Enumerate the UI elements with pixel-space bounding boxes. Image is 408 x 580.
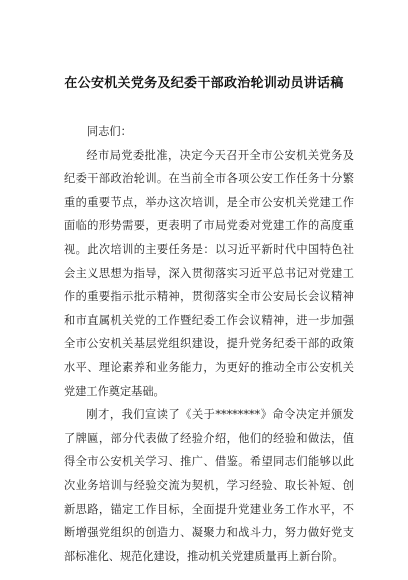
paragraph-2: 刚才，我们宣读了《关于********》命令决定并颁发了牌匾，部分代表做了经验介绍，他们的经验和做法，值得全市公安机关学习、推广、借鉴。希望同志们能够以此次业务培训与经验交流为契机，学习经验、取长补短、创新思路，锚定工作目标，全面提升党建业务工作水平，不断增强党组织的创造力、凝聚力和战斗力，努力做好党支部标准化、规范化建设，推动机关党建质量再上新台阶。 (64, 408, 354, 563)
document-title: 在公安机关党务及纪委干部政治轮训动员讲话稿 (64, 76, 344, 91)
salutation: 同志们： (87, 125, 132, 138)
document-body (64, 120, 354, 568)
paragraph-1: 经市局党委批准，决定今天召开全市公安机关党务及纪委干部政治轮训。在当前全市各项公安工作任务十分繁重的重要节点，举办这次培训，是全市公安机关党建工作面临的形势需要，更表明了市局党委对党建工作的高度重视。此次培训的主要任务是：以习近平新时代中国特色社会主义思想为指导，深入贯彻落实习近平总书记对党建工作的重要指示批示精神，贯彻落实全市公安局长会议精神和市直属机关党的工作暨纪委工作会议精神，进一步加强全市公安机关基层党组织建设，提升党务纪委干部的政策水平、理论素养和业务能力，为更好的推动全市公安机关党建工作奠定基础。 (64, 148, 354, 398)
